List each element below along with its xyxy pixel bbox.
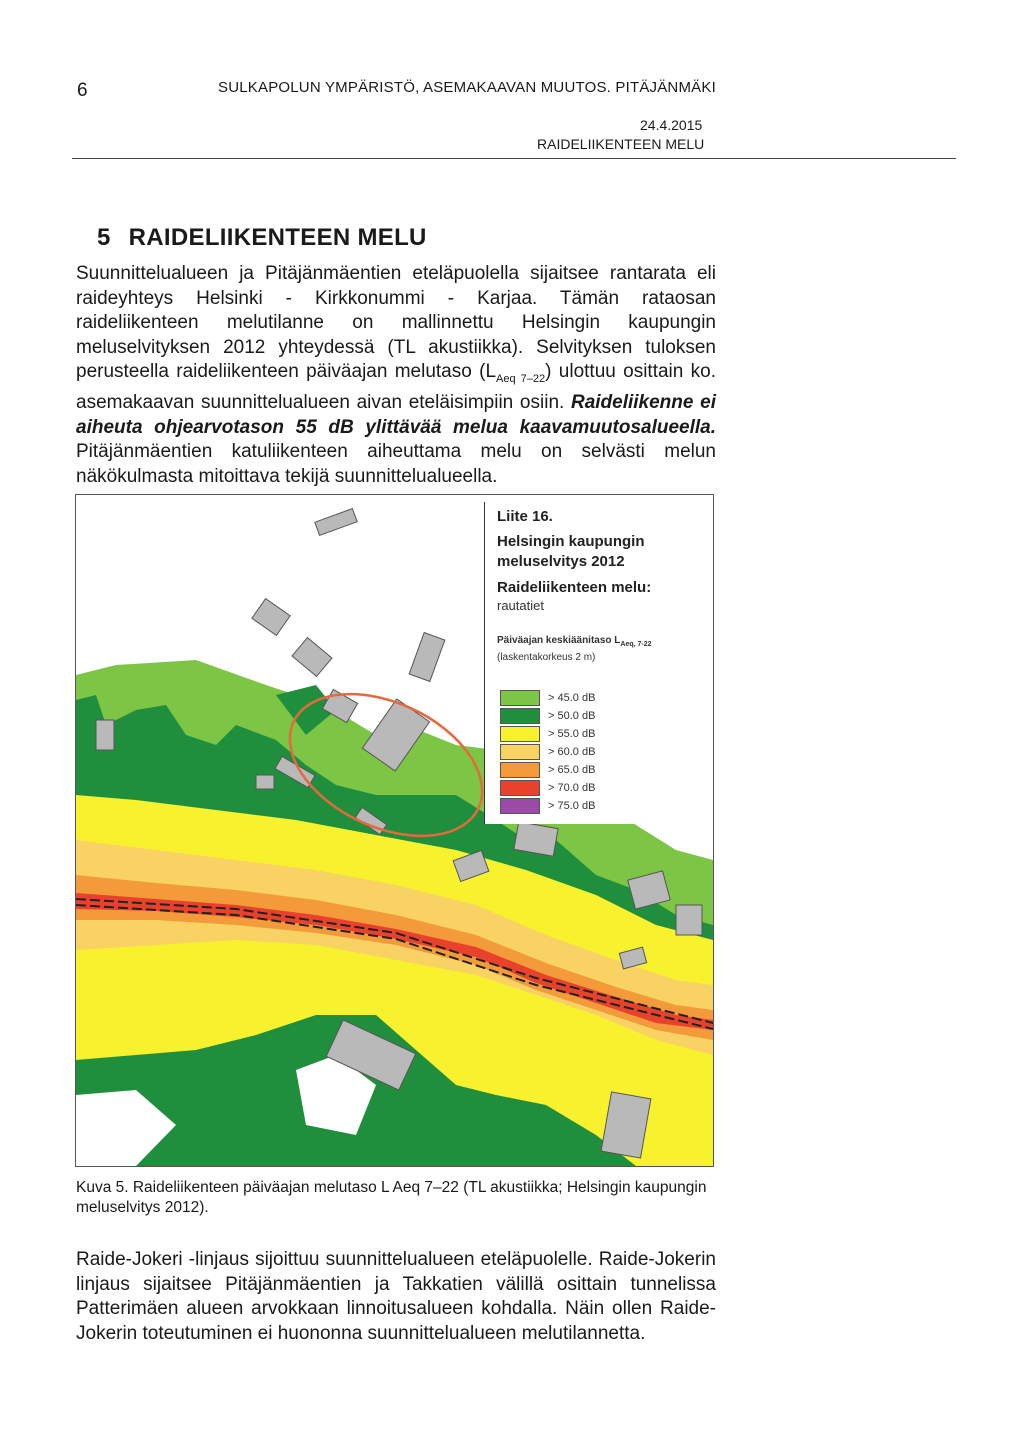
legend-swatch <box>500 708 540 724</box>
legend-label: > 55.0 dB <box>548 728 596 740</box>
level-label-text: Päiväajan keskiäänitaso L <box>497 635 621 646</box>
paragraph-text: Suunnittelualueen ja Pitäjänmäentien eteläpuolella sijaitsee rantarata eli raideyhteys Helsinki - Kirkkonummi - Karjaa. Tämän rataosan raideliikenteen melutilanne on mallinnettu Helsingin kaupungin meluselvityksen 2012 yhteydessä (TL akustiikka). Selvityksen tuloksen perusteella raideliikenteen päiväajan melutaso (L <box>76 263 716 382</box>
legend-item <box>500 689 595 707</box>
legend-items <box>500 689 595 815</box>
legend-subtitle: Raideliikenteen melu: <box>497 579 652 596</box>
body-paragraph-1 <box>76 262 716 489</box>
legend-swatch <box>500 726 540 742</box>
emphasis-text: Raideliikenne ei aiheuta ohjearvotason 55 dB ylittävää melua kaavamuutosalueella. <box>76 392 716 438</box>
legend-swatch <box>500 690 540 706</box>
legend-label: > 50.0 dB <box>548 710 596 722</box>
body-paragraph-2: Raide-Jokeri -linjaus sijoittuu suunnittelualueen eteläpuolelle. Raide-Jokerin linjaus sijaitsee Pitäjänmäentien ja Takkatien välillä osittain tunnelissa Patterimäen alueen arvokkaan linnoitusalueen kohdalla. Näin ollen Raide-Jokerin toteutuminen ei huononna suunnittelualueen melutilannetta. <box>76 1249 716 1344</box>
header-date: 24.4.2015 <box>640 117 703 133</box>
paragraph-text: ) ulottuu osittain ko. asemakaavan suunnittelualueen aivan eteläisimpiin osiin. <box>76 361 716 414</box>
legend-label: > 70.0 dB <box>548 782 596 794</box>
legend-study: Helsingin kaupungin meluselvitys 2012 <box>497 533 645 570</box>
building <box>315 509 357 536</box>
legend-item <box>500 707 595 725</box>
header-rule <box>72 158 956 159</box>
legend-label: > 65.0 dB <box>548 764 596 776</box>
section-title: RAIDELIIKENTEEN MELU <box>128 224 427 251</box>
legend-swatch <box>500 762 540 778</box>
building <box>676 905 702 935</box>
section-number: 5 <box>97 224 111 251</box>
legend-subtitle2: rautatiet <box>497 598 544 613</box>
legend-level-label <box>497 635 652 648</box>
legend-label: > 75.0 dB <box>548 800 596 812</box>
building <box>96 720 114 750</box>
legend-note: (laskentakorkeus 2 m) <box>497 652 596 663</box>
subscript: Aeq 7–22 <box>496 372 546 385</box>
legend-item <box>500 779 595 797</box>
section-heading <box>97 224 427 252</box>
page-number: 6 <box>77 80 88 101</box>
header-title: SULKAPOLUN YMPÄRISTÖ, ASEMAKAAVAN MUUTOS. PITÄJÄNMÄKI <box>218 79 716 96</box>
building <box>409 633 445 682</box>
building <box>292 638 332 677</box>
legend-swatch <box>500 798 540 814</box>
paragraph-text: Pitäjänmäentien katuliikenteen aiheuttama melu on selvästi melun näkökulmasta mitoittava tekijä suunnittelualueella. <box>76 441 716 487</box>
legend-swatch <box>500 744 540 760</box>
legend-item <box>500 725 595 743</box>
legend-item <box>500 797 595 815</box>
legend-swatch <box>500 780 540 796</box>
legend-item <box>500 743 595 761</box>
legend-label: > 60.0 dB <box>548 746 596 758</box>
legend-title: Liite 16. <box>497 508 553 525</box>
header-subtitle: RAIDELIIKENTEEN MELU <box>537 136 705 152</box>
map-legend <box>484 502 711 824</box>
legend-item <box>500 761 595 779</box>
level-label-sub: Aeq, 7-22 <box>620 641 652 648</box>
building <box>252 599 290 636</box>
building <box>256 775 274 789</box>
figure-caption: Kuva 5. Raideliikenteen päiväajan melutaso L Aeq 7–22 (TL akustiikka; Helsingin kaupungin meluselvitys 2012). <box>76 1179 707 1216</box>
legend-label: > 45.0 dB <box>548 692 596 704</box>
